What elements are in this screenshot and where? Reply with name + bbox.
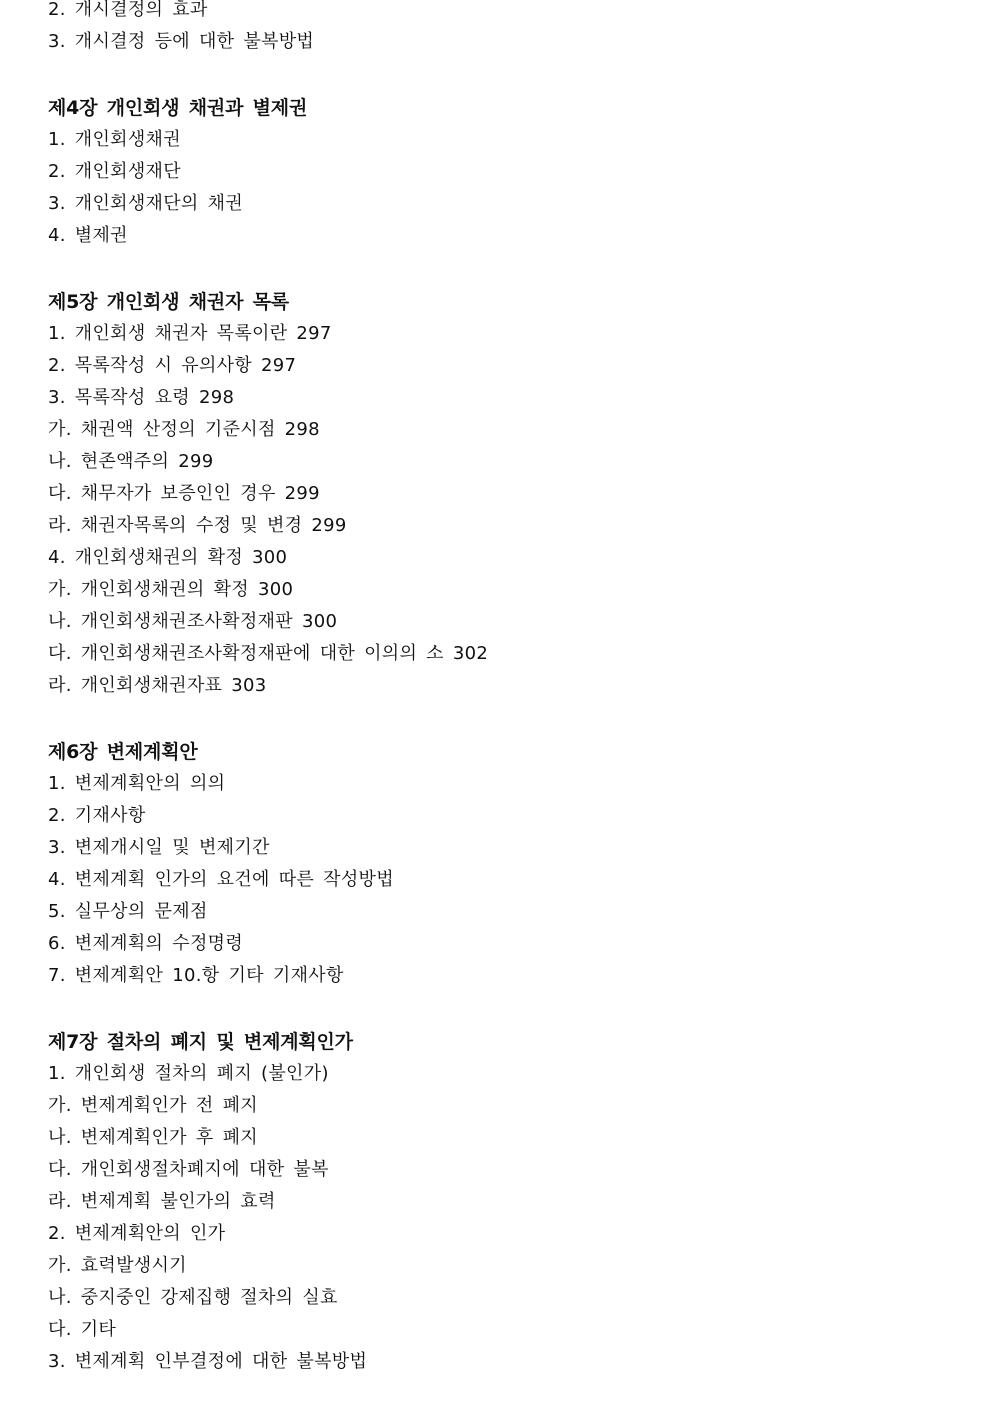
list-item: 2. 목록작성 시 유의사항 297 xyxy=(48,355,297,376)
list-item: 라. 개인회생채권자표 303 xyxy=(48,675,267,696)
list-item: 다. 기타 xyxy=(48,1319,117,1340)
list-item: 4. 개인회생채권의 확정 300 xyxy=(48,547,288,568)
list-item: 라. 변제계획 불인가의 효력 xyxy=(48,1191,276,1212)
list-item: 3. 변제계획 인부결정에 대한 불복방법 xyxy=(48,1351,368,1372)
list-item: 1. 개인회생 절차의 폐지 (불인가) xyxy=(48,1063,329,1084)
chapter-heading: 제4장 개인회생 채권과 별제권 xyxy=(48,97,308,119)
list-item: 나. 현존액주의 299 xyxy=(48,451,214,472)
chapter-heading: 제7장 절차의 폐지 및 변제계획인가 xyxy=(48,1031,353,1053)
list-item: 2. 개인회생재단 xyxy=(48,161,181,182)
list-item: 가. 개인회생채권의 확정 300 xyxy=(48,579,294,600)
list-item: 다. 채무자가 보증인인 경우 299 xyxy=(48,483,320,504)
list-item: 가. 효력발생시기 xyxy=(48,1255,187,1276)
section-chapter5 xyxy=(48,286,948,702)
list-item: 7. 변제계획안 10.항 기타 기재사항 xyxy=(48,965,344,986)
list-item: 가. 채권액 산정의 기준시점 298 xyxy=(48,419,320,440)
list-item: 3. 변제개시일 및 변제기간 xyxy=(48,837,270,858)
list-item: 1. 개인회생채권 xyxy=(48,129,181,150)
list-item: 1. 개인회생 채권자 목록이란 297 xyxy=(48,323,332,344)
list-item: 나. 개인회생채권조사확정재판 300 xyxy=(48,611,338,632)
list-item: 6. 변제계획의 수정명령 xyxy=(48,933,244,954)
list-item: 라. 채권자목록의 수정 및 변경 299 xyxy=(48,515,347,536)
section-chapter4 xyxy=(48,92,948,252)
section-chapter3-tail xyxy=(48,0,948,58)
section-chapter6 xyxy=(48,736,948,992)
chapter-heading: 제5장 개인회생 채권자 목록 xyxy=(48,291,289,313)
list-item: 4. 별제권 xyxy=(48,225,128,246)
list-item: 나. 변제계획인가 후 폐지 xyxy=(48,1127,258,1148)
list-item: 나. 중지중인 강제집행 절차의 실효 xyxy=(48,1287,338,1308)
list-item: 다. 개인회생채권조사확정재판에 대한 이의의 소 302 xyxy=(48,643,489,664)
chapter-heading: 제6장 변제계획안 xyxy=(48,741,198,763)
section-chapter7 xyxy=(48,1026,948,1378)
list-item: 가. 변제계획인가 전 폐지 xyxy=(48,1095,258,1116)
document-body xyxy=(48,0,948,1378)
list-item: 3. 개시결정 등에 대한 불복방법 xyxy=(48,31,315,52)
list-item: 2. 변제계획안의 인가 xyxy=(48,1223,226,1244)
list-item: 5. 실무상의 문제점 xyxy=(48,901,208,922)
list-item: 2. 기재사항 xyxy=(48,805,146,826)
list-item: 3. 목록작성 요령 298 xyxy=(48,387,235,408)
list-item: 3. 개인회생재단의 채권 xyxy=(48,193,244,214)
list-item: 4. 변제계획 인가의 요건에 따른 작성방법 xyxy=(48,869,394,890)
list-item: 다. 개인회생절차폐지에 대한 불복 xyxy=(48,1159,329,1180)
list-item: 2. 개시결정의 효과 xyxy=(48,0,208,20)
list-item: 1. 변제계획안의 의의 xyxy=(48,773,226,794)
